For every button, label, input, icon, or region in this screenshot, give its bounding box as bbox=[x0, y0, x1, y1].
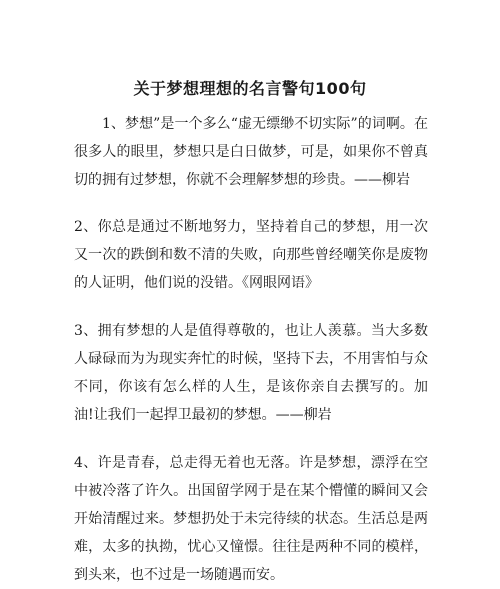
quote-paragraph-3: 3、拥有梦想的人是值得尊敬的，也让人羡慕。当大多数人碌碌而为为现实奔忙的时候，坚持下去，不用害怕与众不同，你该有怎么样的人生，是该你亲自去撰写的。加油!让我们一起捍卫最初的梦想。——柳岩 bbox=[74, 323, 428, 423]
document-title: 关于梦想理想的名言警句100句 bbox=[133, 79, 367, 98]
quote-paragraph-2: 2、你总是通过不断地努力，坚持着自己的梦想，用一次又一次的跌倒和数不清的失败，向那些曾经嘲笑你是废物的人证明，他们说的没错。《网眼网语》 bbox=[74, 219, 428, 291]
quote-paragraph-1: 1、梦想”是一个多么“虚无缥缈不切实际”的词啊。在很多人的眼里，梦想只是白日做梦，可是，如果你不曾真切的拥有过梦想，你就不会理解梦想的珍贵。——柳岩 bbox=[74, 116, 428, 188]
quote-paragraph-4: 4、许是青春，总走得无着也无落。许是梦想，漂浮在空中被冷落了许久。出国留学网于是在某个懵懂的瞬间又会开始清醒过来。梦想扔处于未完待续的状态。生活总是两难，太多的执拗，忧心又憧憬。往往是两种不同的模样，到头来，也不过是一场随遇而安。 bbox=[74, 455, 428, 583]
